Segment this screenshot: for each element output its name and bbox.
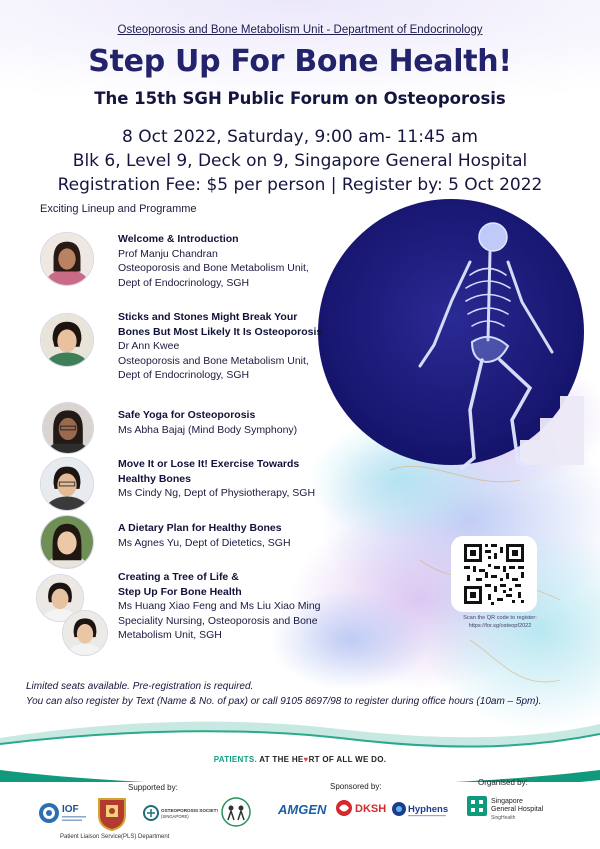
speaker-name: Ms Cindy Ng, Dept of Physiotherapy, SGH [118, 487, 316, 499]
notice-line: You can also register by Text (Name & No. of pax) or call 9105 8697/98 to register during office hours (10am – 5pm). [26, 696, 542, 707]
lineup-heading: Exciting Lineup and Programme [40, 203, 197, 215]
amgen-logo-text: AMGEN [278, 802, 327, 817]
speaker-affiliation: Dept of Endocrinology, SGH [118, 369, 250, 381]
speaker-photo [62, 610, 108, 656]
programme-item-welcome [40, 232, 370, 302]
amgen-logo [278, 799, 330, 819]
speaker-affiliation: Osteoporosis and Bone Metabolism Unit, [118, 262, 309, 274]
tagline-text: PATIENTS. [213, 755, 257, 764]
registration-notice [26, 679, 586, 709]
talk-title: Healthy Bones [118, 472, 191, 485]
speaker-name: Ms Huang Xiao Feng and Ms Liu Xiao Ming [118, 600, 321, 612]
programme-item-move-it [40, 457, 370, 527]
qr-caption-text: Scan the QR code to register: [463, 615, 537, 621]
talk-title: Creating a Tree of Life & [118, 571, 239, 583]
sgh-tagline [0, 755, 600, 764]
singhealth-text: SingHealth [491, 815, 516, 821]
talk-title: Safe Yoga for Osteoporosis [118, 409, 256, 421]
registration-link[interactable]: https://for.sg/osteopf2022 [468, 623, 532, 629]
programme-item-sticks-and-stones [40, 310, 370, 380]
talk-title: Bones But Most Likely It Is Osteoporosis [118, 325, 323, 338]
speaker-name: Ms Abha Bajaj (Mind Body Symphony) [118, 423, 298, 436]
osteoporosis-society-logo [143, 803, 218, 825]
sgh-logo [466, 794, 578, 824]
hyphens-logo-text: Hyphens [408, 804, 449, 815]
talk-title: Step Up For Bone Health [118, 585, 242, 598]
sponsored-by-label: Sponsored by: [330, 782, 382, 791]
crest-logo [93, 793, 131, 831]
tagline-text: RT OF ALL WE DO. [308, 755, 387, 764]
organised-by-label: Organised by: [478, 778, 528, 787]
speaker-name: Dr Ann Kwee [118, 340, 180, 352]
speaker-affiliation: Speciality Nursing, Osteoporosis and Bone [118, 614, 318, 627]
speaker-name: Ms Agnes Yu, Dept of Dietetics, SGH [118, 536, 291, 549]
speaker-affiliation: Metabolism Unit, SGH [118, 629, 222, 641]
speaker-photo [42, 402, 94, 454]
pls-department-label: Patient Liaison Service(PLS) Department [60, 834, 170, 840]
iof-logo [38, 800, 88, 826]
speaker-affiliation: Osteoporosis and Bone Metabolism Unit, [118, 354, 309, 367]
page-subtitle: The 15th SGH Public Forum on Osteoporosis [94, 89, 506, 108]
page-title: Step Up For Bone Health! [88, 44, 512, 79]
speaker-photo [40, 232, 94, 286]
notice-line: Limited seats available. Pre-registration is required. [26, 681, 254, 692]
dksh-logo [335, 797, 387, 819]
qr-code-icon [451, 536, 537, 612]
talk-title: Move It or Lose It! Exercise Towards [118, 458, 300, 470]
registration-qr-code[interactable] [451, 536, 537, 612]
osteoporosis-society-text: (SINGAPORE) [161, 814, 189, 819]
event-venue: Blk 6, Level 9, Deck on 9, Singapore General Hospital [72, 151, 528, 171]
qr-caption [440, 614, 560, 630]
sgh-logo-text: General Hospital [491, 806, 544, 813]
tagline-text: AT THE HE [256, 755, 304, 764]
department-line: Osteoporosis and Bone Metabolism Unit - Department of Endocrinology [117, 24, 483, 36]
supported-by-label: Supported by: [128, 783, 178, 792]
registration-fee: Registration Fee: $5 per person | Register by: 5 Oct 2022 [57, 175, 543, 195]
speaker-affiliation: Dept of Endocrinology, SGH [118, 276, 250, 289]
speaker-photo [40, 515, 94, 569]
event-date-time: 8 Oct 2022, Saturday, 9:00 am- 11:45 am [122, 127, 478, 147]
community-circle-logo [220, 796, 252, 828]
heart-icon: ♥ [303, 755, 309, 764]
dksh-logo-text: DKSH [355, 803, 387, 815]
talk-title: Welcome & Introduction [118, 233, 239, 245]
osteoporosis-society-text: OSTEOPOROSIS SOCIETY [161, 808, 218, 813]
sgh-logo-text: Singapore [491, 798, 523, 805]
speaker-photo [40, 457, 94, 511]
programme-item-tree-of-life [40, 570, 370, 660]
speaker-photo [40, 313, 94, 367]
talk-title: A Dietary Plan for Healthy Bones [118, 522, 282, 534]
iof-logo-text: IOF [62, 804, 79, 815]
speaker-name: Prof Manju Chandran [118, 247, 218, 260]
hyphens-logo [391, 799, 449, 821]
talk-title: Sticks and Stones Might Break Your [118, 311, 298, 323]
